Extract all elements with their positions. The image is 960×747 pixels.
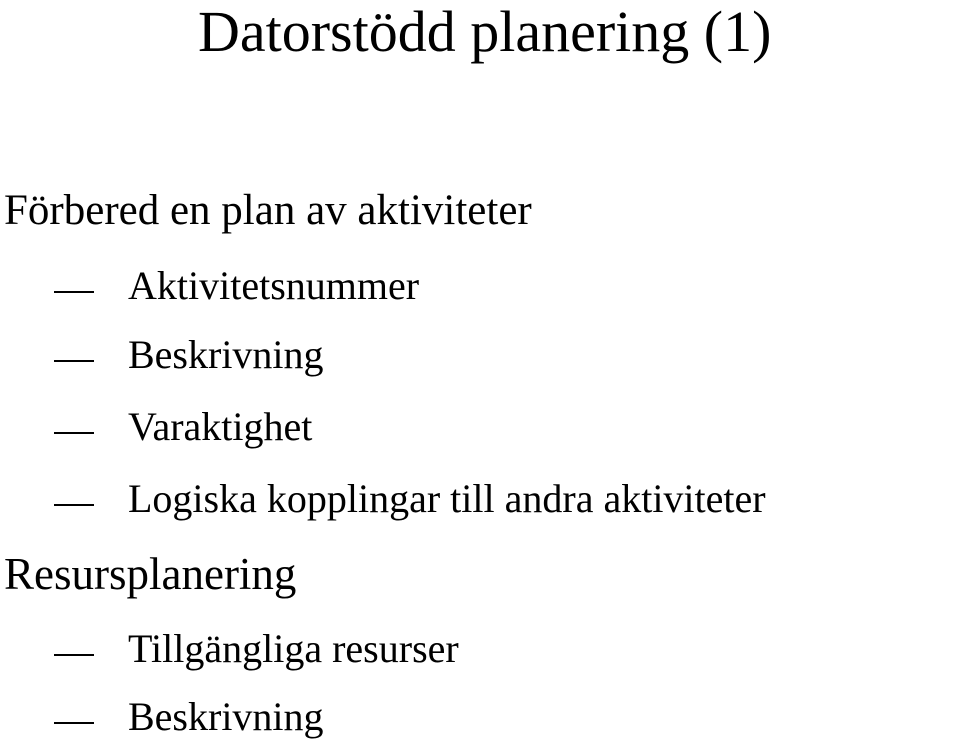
list-item-label: Tillgängliga resurser — [128, 626, 459, 671]
list-item-label: Beskrivning — [128, 694, 324, 739]
dash-icon — [54, 360, 94, 362]
list-item — [54, 403, 312, 451]
dash-icon — [54, 654, 94, 656]
list-item — [54, 475, 766, 523]
list-item — [54, 331, 324, 379]
dash-icon — [54, 291, 94, 293]
section-heading-plan: Förbered en plan av aktiviteter — [4, 187, 532, 234]
list-item-label: Logiska kopplingar till andra aktiviteter — [128, 476, 766, 521]
list-item — [54, 262, 419, 310]
list-item-label: Aktivitetsnummer — [128, 263, 420, 308]
list-item-label: Varaktighet — [128, 404, 313, 449]
section-heading-resources: Resursplanering — [4, 549, 297, 599]
dash-icon — [54, 432, 94, 434]
dash-icon — [54, 504, 94, 506]
list-item-label: Beskrivning — [128, 332, 324, 377]
list-item — [54, 625, 459, 673]
list-item — [54, 693, 324, 741]
slide-title: Datorstödd planering (1) — [198, 0, 772, 64]
dash-icon — [54, 722, 94, 724]
